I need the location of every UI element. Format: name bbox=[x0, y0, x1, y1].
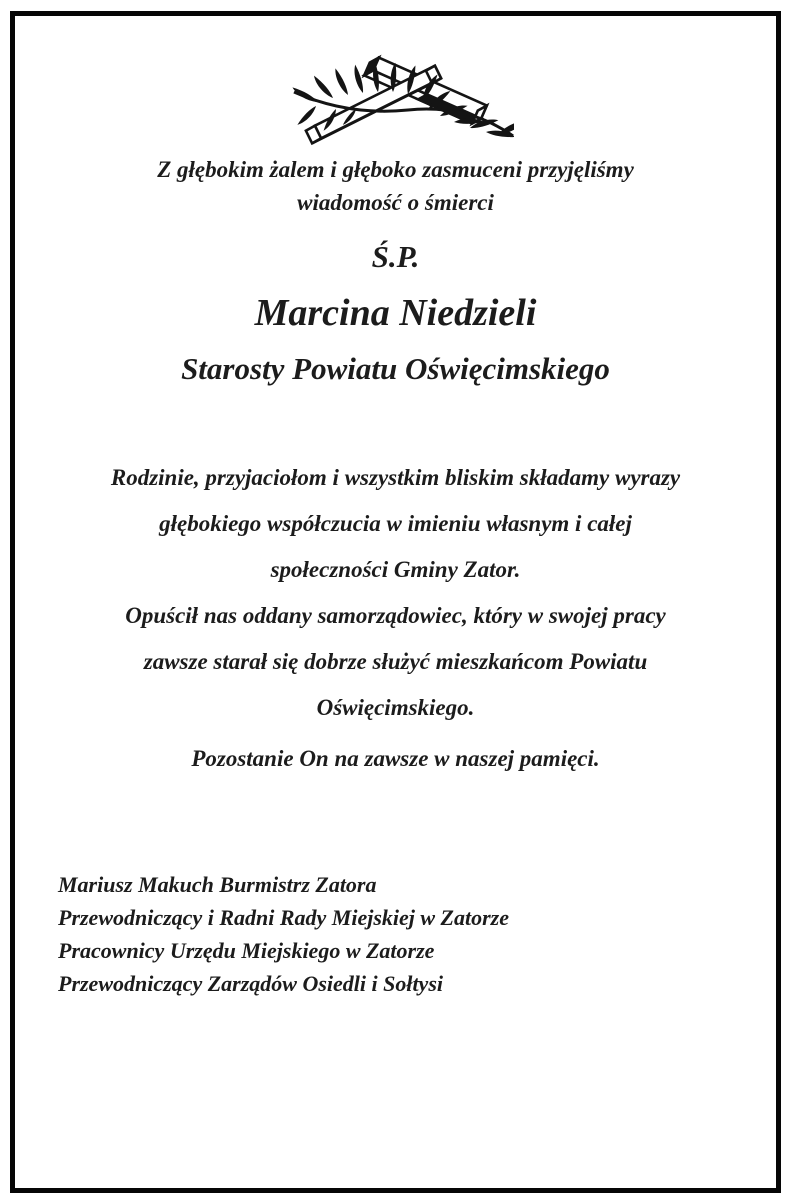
intro-line: wiadomość o śmierci bbox=[297, 190, 494, 215]
condolence-line: głębokiego współczucia w imieniu własnym i całej bbox=[159, 511, 632, 536]
signature-line: Przewodniczący i Radni Rady Miejskiej w Zatorze bbox=[58, 905, 509, 930]
condolence-line: zawsze starał się dobrze służyć mieszkańcom Powiatu bbox=[143, 649, 648, 674]
condolence-line: Oświęcimskiego. bbox=[316, 695, 475, 720]
cross-with-laurel-branch-icon bbox=[288, 50, 514, 150]
signature-line: Mariusz Makuch Burmistrz Zatora bbox=[58, 872, 377, 897]
intro-statement bbox=[0, 153, 791, 219]
condolence-paragraph bbox=[0, 455, 791, 731]
closing-sentence: Pozostanie On na zawsze w naszej pamięci. bbox=[191, 746, 600, 771]
condolence-line: społeczności Gminy Zator. bbox=[270, 557, 521, 582]
signature-block bbox=[58, 868, 509, 1000]
deceased-name: Marcina Niedzieli bbox=[254, 292, 537, 334]
sp-abbreviation: Ś.P. bbox=[371, 239, 420, 274]
intro-line: Z głębokim żalem i głęboko zasmuceni przyjęliśmy bbox=[157, 157, 634, 182]
signature-line: Przewodniczący Zarządów Osiedli i Sołtysi bbox=[58, 971, 443, 996]
condolence-line: Rodzinie, przyjaciołom i wszystkim bliskim składamy wyrazy bbox=[110, 465, 681, 490]
signature-line: Pracownicy Urzędu Miejskiego w Zatorze bbox=[58, 938, 435, 963]
condolence-line: Opuścił nas oddany samorządowiec, który w swojej pracy bbox=[125, 603, 666, 628]
deceased-title: Starosty Powiatu Oświęcimskiego bbox=[181, 351, 610, 386]
